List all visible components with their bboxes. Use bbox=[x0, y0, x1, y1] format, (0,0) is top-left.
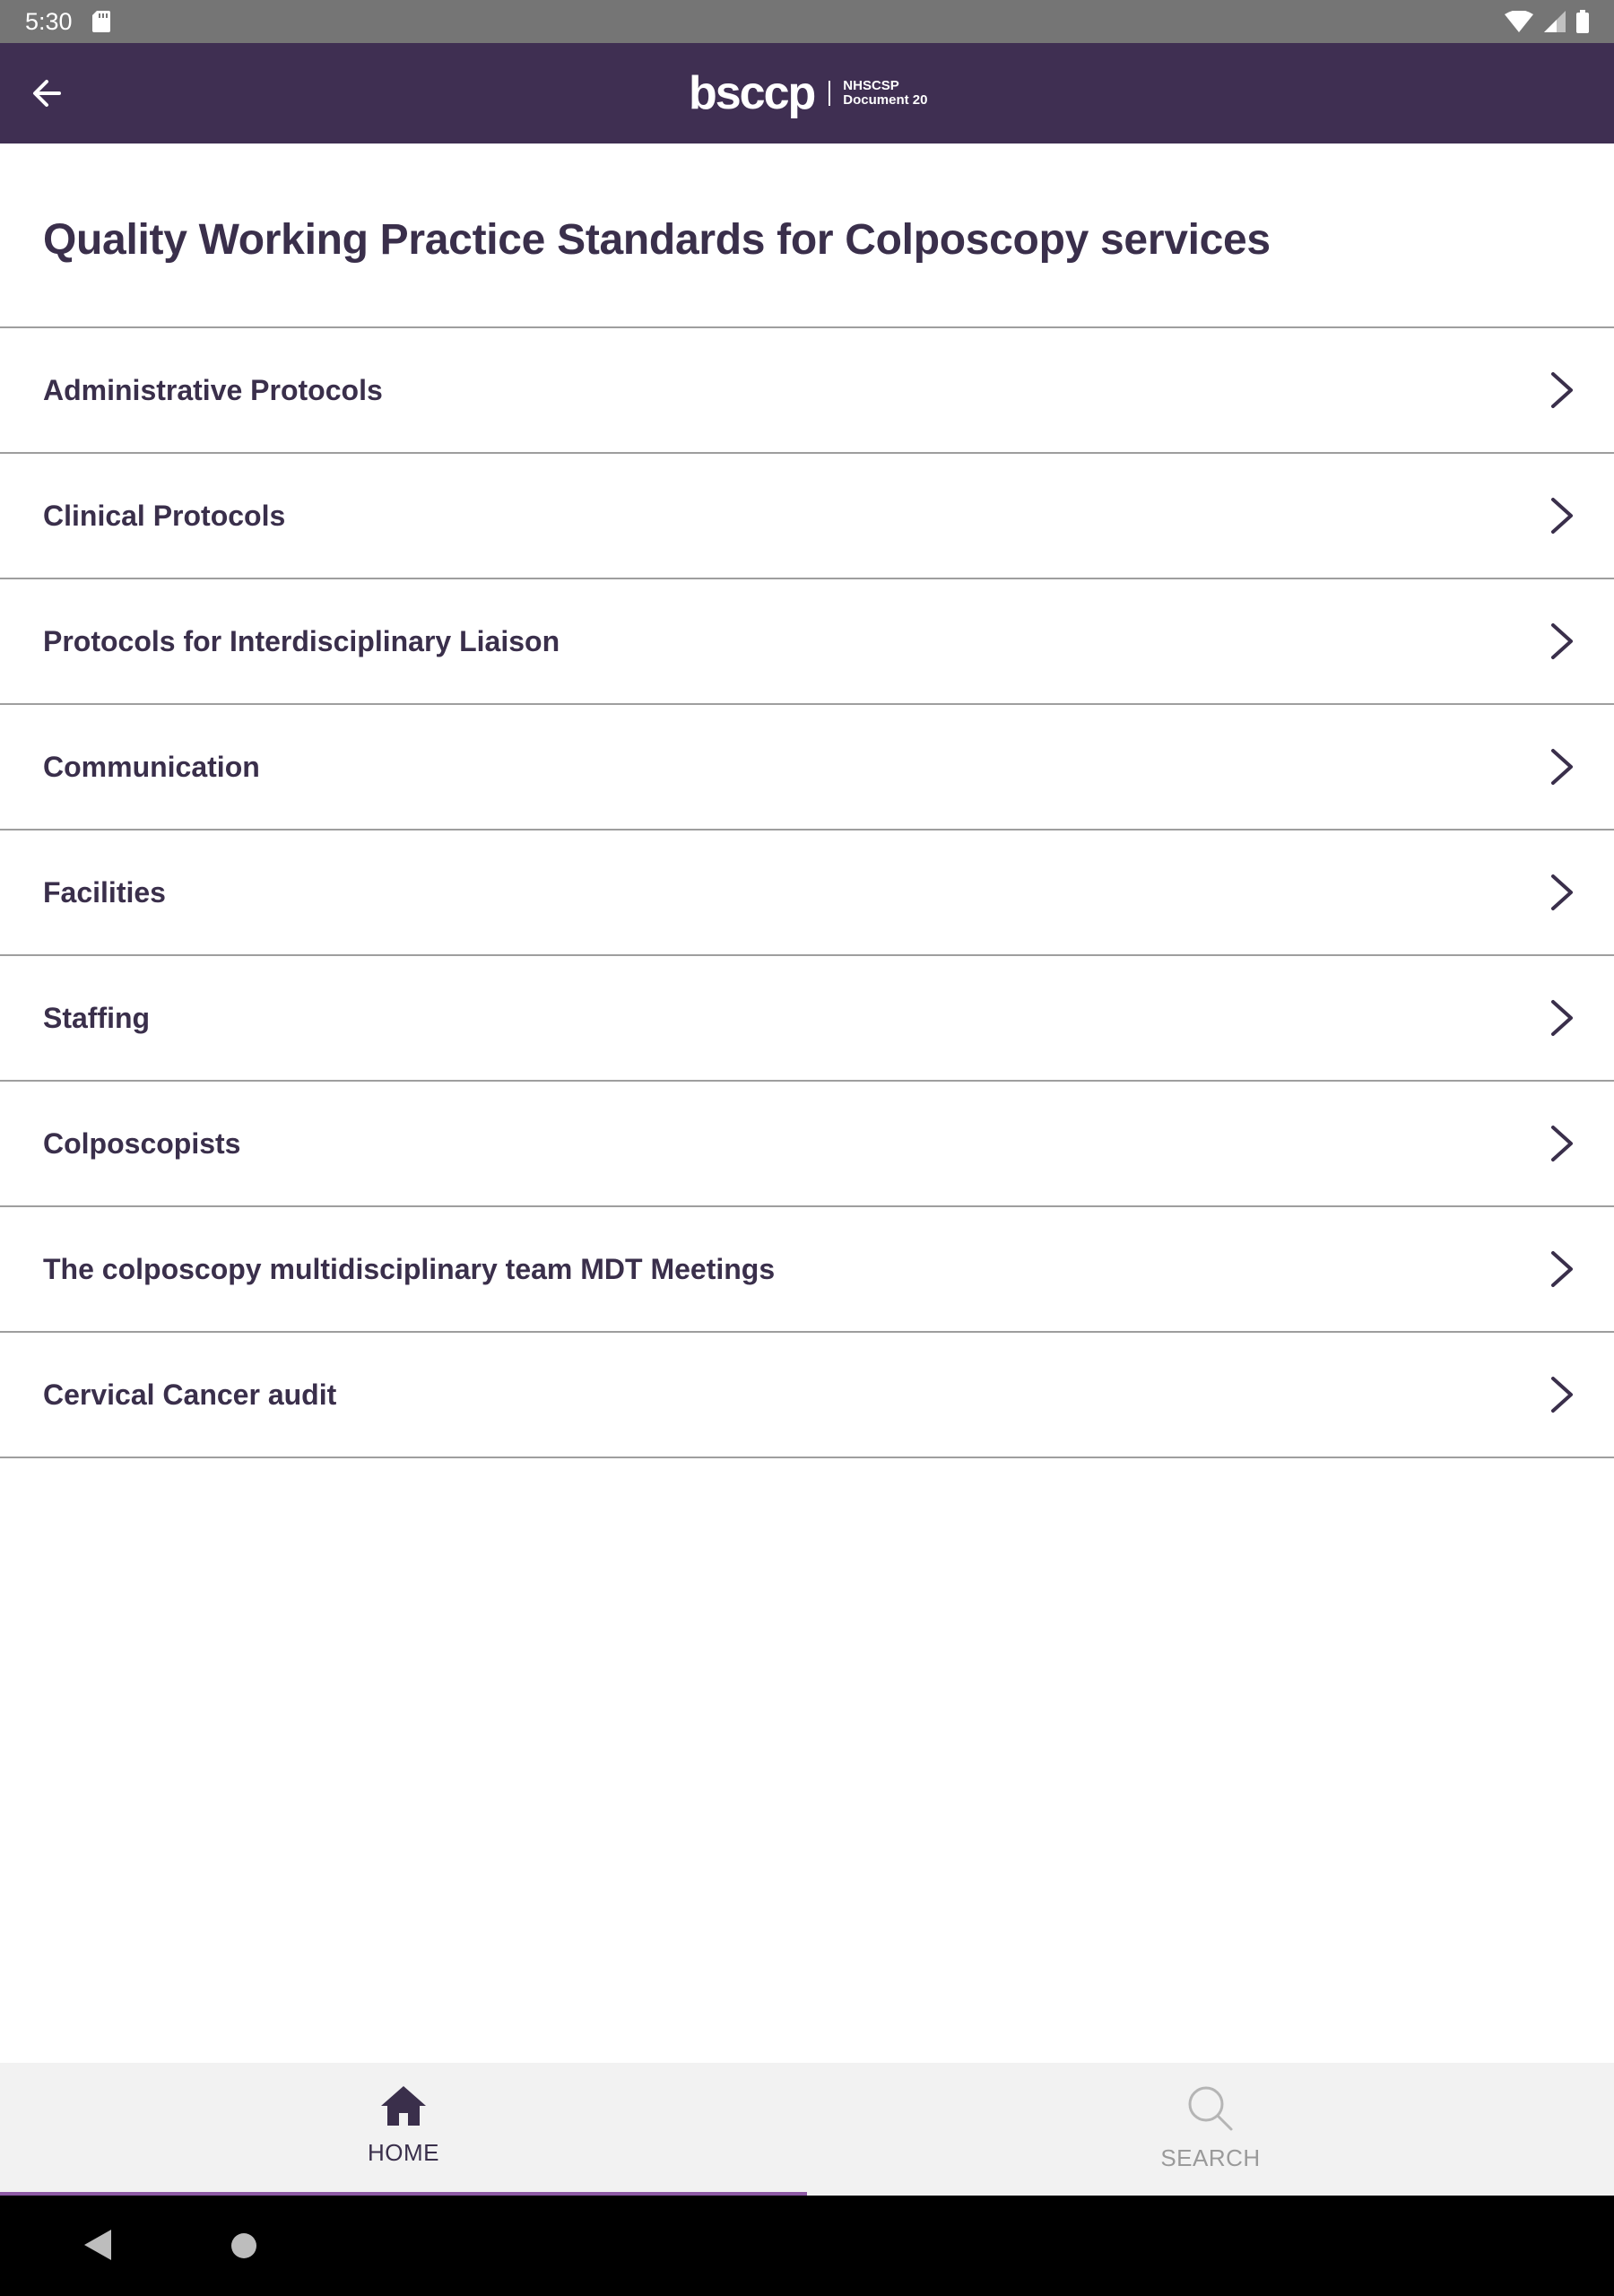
section-list bbox=[0, 326, 1614, 1458]
chevron-right-icon bbox=[1549, 1124, 1575, 1163]
chevron-right-icon bbox=[1549, 747, 1575, 787]
cell-signal-icon bbox=[1544, 11, 1566, 32]
logo-subtitle bbox=[843, 79, 927, 108]
page-title: Quality Working Practice Standards for Colposcopy services bbox=[43, 216, 1271, 264]
tab-home[interactable] bbox=[0, 2063, 807, 2196]
back-button[interactable] bbox=[22, 70, 72, 120]
list-item-mdt-meetings[interactable] bbox=[0, 1207, 1614, 1333]
list-item-label: The colposcopy multidisciplinary team MDT Meetings bbox=[43, 1252, 776, 1285]
status-time: 5:30 bbox=[25, 7, 73, 35]
list-item-label: Cervical Cancer audit bbox=[43, 1378, 337, 1411]
system-navigation-bar bbox=[0, 2196, 1614, 2296]
list-item-cervical-cancer-audit[interactable] bbox=[0, 1333, 1614, 1458]
list-item-staffing[interactable] bbox=[0, 956, 1614, 1082]
tab-search-label: SEARCH bbox=[1160, 2144, 1261, 2171]
chevron-right-icon bbox=[1549, 873, 1575, 912]
list-item-administrative-protocols[interactable] bbox=[0, 328, 1614, 454]
list-item-label: Facilities bbox=[43, 875, 166, 909]
wifi-icon bbox=[1505, 11, 1533, 32]
tab-search[interactable] bbox=[807, 2063, 1614, 2196]
logo-divider bbox=[829, 81, 830, 106]
list-item-label: Clinical Protocols bbox=[43, 499, 286, 532]
list-item-label: Staffing bbox=[43, 1001, 151, 1034]
bottom-navigation bbox=[0, 2063, 1614, 2196]
logo-subtitle-line1: NHSCSP bbox=[843, 78, 899, 93]
logo-wordmark: bsccp bbox=[689, 67, 815, 119]
status-bar bbox=[0, 0, 1614, 43]
chevron-right-icon bbox=[1549, 370, 1575, 410]
system-back-icon[interactable] bbox=[82, 2228, 113, 2266]
list-item-label: Communication bbox=[43, 750, 260, 783]
chevron-right-icon bbox=[1549, 1249, 1575, 1289]
chevron-right-icon bbox=[1549, 998, 1575, 1038]
chevron-right-icon bbox=[1549, 1375, 1575, 1414]
bsccp-logo bbox=[689, 66, 928, 120]
list-item-interdisciplinary-liaison[interactable] bbox=[0, 579, 1614, 705]
list-item-clinical-protocols[interactable] bbox=[0, 454, 1614, 579]
chevron-right-icon bbox=[1549, 622, 1575, 661]
search-icon bbox=[1186, 2084, 1235, 2137]
list-item-label: Administrative Protocols bbox=[43, 373, 383, 406]
chevron-right-icon bbox=[1549, 496, 1575, 535]
app-bar bbox=[0, 43, 1614, 144]
home-icon bbox=[379, 2084, 428, 2132]
logo-subtitle-line2: Document 20 bbox=[843, 92, 928, 108]
list-item-label: Colposcopists bbox=[43, 1126, 241, 1160]
list-item-facilities[interactable] bbox=[0, 831, 1614, 956]
list-item-label: Protocols for Interdisciplinary Liaison bbox=[43, 624, 560, 657]
tab-home-label: HOME bbox=[368, 2139, 439, 2166]
sd-card-icon bbox=[92, 11, 110, 32]
system-home-icon[interactable] bbox=[231, 2233, 256, 2258]
arrow-back-icon bbox=[30, 77, 63, 114]
list-item-colposcopists[interactable] bbox=[0, 1082, 1614, 1207]
list-item-communication[interactable] bbox=[0, 705, 1614, 831]
battery-icon bbox=[1576, 10, 1589, 33]
